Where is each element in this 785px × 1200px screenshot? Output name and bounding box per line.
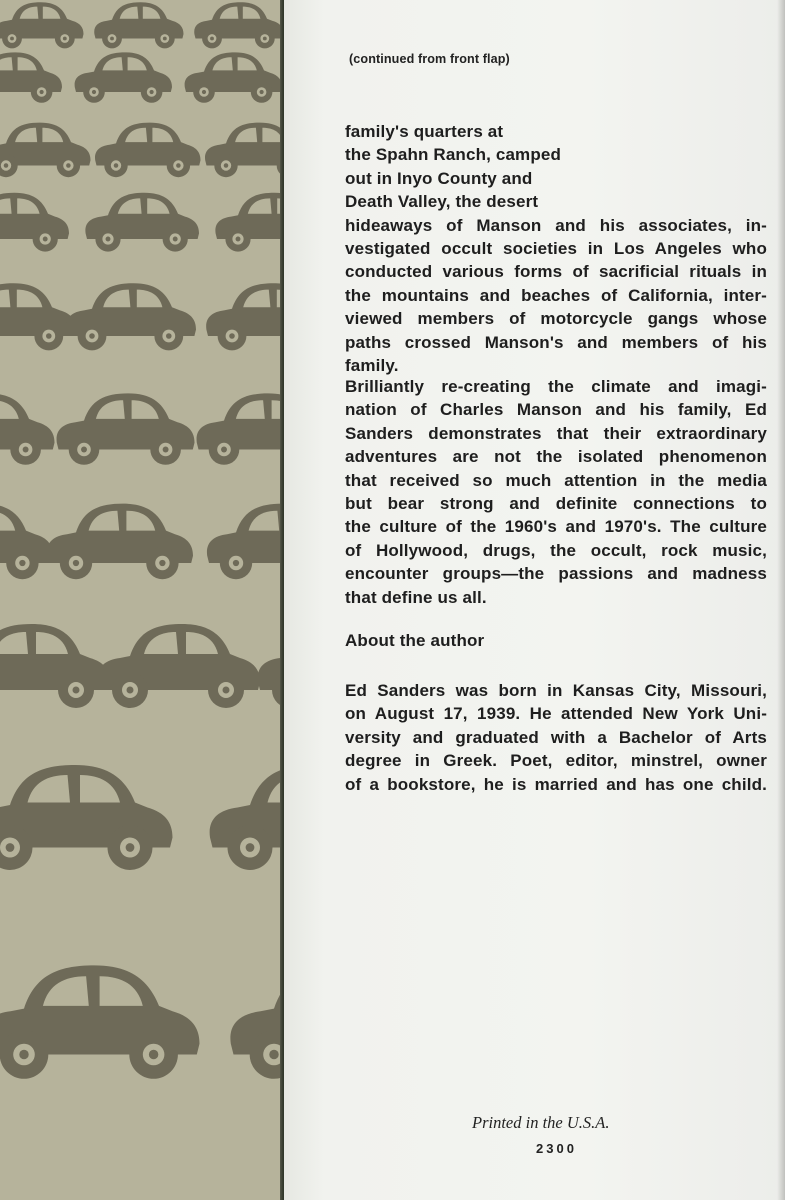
text-line: conducted various forms of sacrificial rituals in bbox=[345, 262, 767, 282]
text-line: Death Valley, the desert bbox=[345, 192, 539, 212]
text-line: the culture of the 1960's and 1970's. The culture bbox=[345, 517, 767, 537]
text-line: that received so much attention in the media bbox=[345, 470, 767, 490]
car-silhouette bbox=[95, 123, 200, 178]
car-silhouette bbox=[0, 504, 53, 580]
text-line: but bear strong and definite connections to bbox=[345, 494, 767, 514]
text-line: viewed members of motorcycle gangs whose bbox=[345, 309, 767, 329]
continued-note: (continued from front flap) bbox=[349, 52, 510, 66]
text-line: versity and graduated with a Bachelor of Arts bbox=[345, 727, 767, 747]
paragraph-book-summary bbox=[345, 375, 767, 609]
car-silhouette bbox=[207, 504, 282, 580]
text-line: family's quarters at bbox=[345, 122, 504, 141]
paragraph-author-bio bbox=[345, 679, 767, 796]
car-silhouette bbox=[215, 193, 282, 252]
text-line: that define us all. bbox=[345, 587, 487, 607]
about-author-heading: About the author bbox=[345, 631, 485, 650]
car-silhouette bbox=[75, 52, 172, 102]
car-silhouette bbox=[0, 393, 55, 464]
car-silhouette bbox=[230, 965, 282, 1078]
car-silhouette bbox=[194, 2, 282, 48]
text-line: nation of Charles Manson and his family, Ed bbox=[345, 400, 767, 420]
printed-in-note: Printed in the U.S.A. bbox=[472, 1113, 610, 1132]
car-silhouette bbox=[210, 765, 282, 870]
text-line: on August 17, 1939. He attended New York Uni- bbox=[345, 704, 767, 724]
car-silhouette bbox=[57, 393, 195, 464]
text-line: adventures are not the isolated phenomenon bbox=[345, 447, 767, 467]
text-line: out in Inyo County and bbox=[345, 168, 533, 188]
text-line: hideaways of Manson and his associates, in- bbox=[345, 215, 767, 235]
catalog-code: 2300 bbox=[536, 1141, 577, 1156]
text-line: degree in Greek. Poet, editor, minstrel, owner bbox=[345, 751, 767, 771]
car-silhouette bbox=[0, 624, 110, 708]
text-line: Brilliantly re-creating the climate and imagi- bbox=[345, 377, 767, 396]
text-line: family. bbox=[345, 356, 399, 376]
flap-edge-shadow bbox=[777, 0, 785, 1200]
car-silhouette bbox=[0, 283, 76, 350]
text-line: encounter groups—the passions and madness bbox=[345, 564, 767, 584]
car-silhouette bbox=[0, 765, 172, 870]
car-silhouette bbox=[0, 123, 91, 178]
text-line: of a bookstore, he is married and has one child. bbox=[345, 774, 767, 794]
car-silhouette bbox=[0, 2, 83, 48]
car-pattern-illustration bbox=[0, 0, 282, 1200]
car-silhouette bbox=[47, 504, 193, 580]
car-silhouette bbox=[0, 965, 200, 1078]
text-line: paths crossed Manson's and members of his bbox=[345, 332, 767, 352]
car-silhouette bbox=[94, 2, 183, 48]
text-line: the mountains and beaches of California, inter- bbox=[345, 285, 767, 305]
text-line: Sanders demonstrates that their extraordinary bbox=[345, 423, 767, 443]
car-silhouette bbox=[258, 624, 282, 708]
car-silhouette bbox=[66, 283, 196, 350]
car-silhouette bbox=[206, 283, 282, 350]
text-line: vestigated occult societies in Los Angeles who bbox=[345, 239, 767, 259]
paragraph-manson-research bbox=[345, 120, 767, 377]
car-silhouette bbox=[85, 193, 199, 252]
text-line: of Hollywood, drugs, the occult, rock music, bbox=[345, 540, 767, 560]
car-silhouette bbox=[197, 393, 282, 464]
car-silhouette bbox=[0, 52, 62, 102]
car-silhouette bbox=[185, 52, 282, 102]
car-pattern-panel bbox=[0, 0, 282, 1200]
car-silhouette bbox=[0, 193, 69, 252]
car-silhouette bbox=[205, 123, 282, 178]
car-silhouette bbox=[98, 624, 260, 708]
text-line: Ed Sanders was born in Kansas City, Missouri, bbox=[345, 681, 767, 700]
text-line: the Spahn Ranch, camped bbox=[345, 145, 561, 165]
